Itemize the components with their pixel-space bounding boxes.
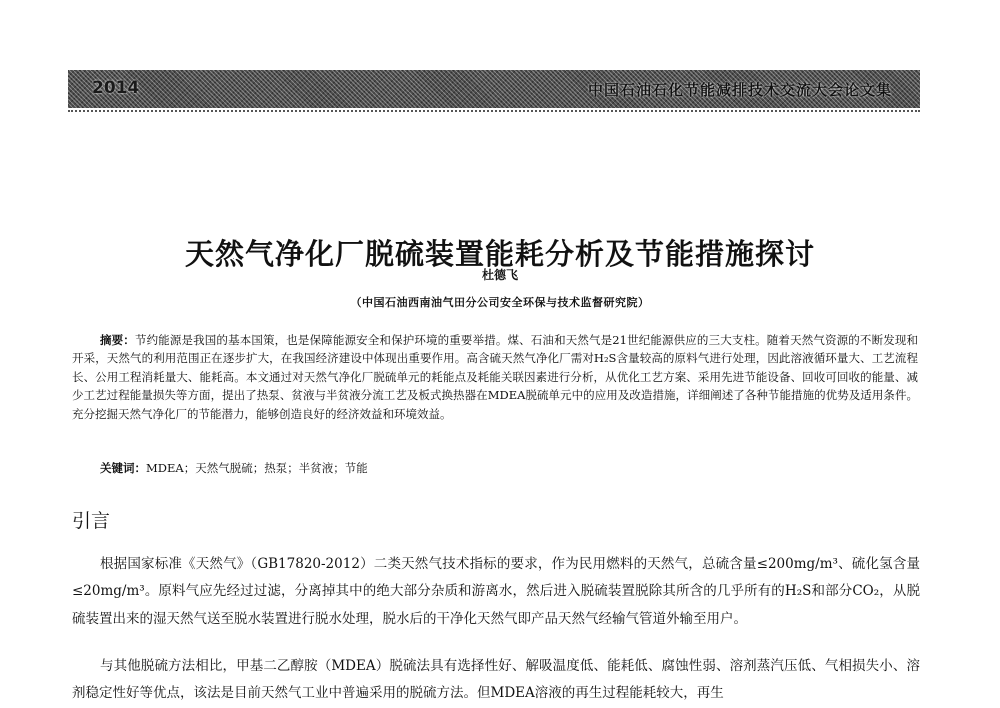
body-paragraph-1: 根据国家标准《天然气》（GB17820-2012）二类天然气技术指标的要求，作为民用燃料的天然气，总硫含量≤200mg/m³、硫化氢含量≤20mg/m³。原料气应先经过过滤，分离掉其中的绝大部分杂质和游离水，然后进入脱硫装置脱除其所含的几乎所有的H₂S和部分CO₂，从脱硫装置出来的湿天然气送至脱水装置进行脱水处理，脱水后的干净化天然气即产品天然气经输气管道外输至用户。 bbox=[72, 556, 920, 627]
keywords bbox=[100, 459, 900, 477]
header-banner bbox=[68, 70, 920, 108]
author-name: 杜德飞 bbox=[481, 268, 518, 282]
paper-title: 天然气净化厂脱硫装置能耗分析及节能措施探讨 bbox=[184, 237, 815, 272]
body-paragraph-2: 与其他脱硫方法相比，甲基二乙醇胺（MDEA）脱硫法具有选择性好、解吸温度低、能耗低、腐蚀性弱、溶剂蒸汽压低、气相损失小、溶剂稳定性好等优点，该法是目前天然气工业中普遍采用的脱硫方法。但MDEA溶液的再生过程能耗较大，再生 bbox=[72, 658, 920, 702]
header-divider bbox=[68, 110, 920, 112]
abstract bbox=[72, 331, 918, 423]
header-year: 2014 bbox=[92, 78, 140, 98]
header-proceedings-title: 中国石油石化节能减排技术交流大会论文集 bbox=[587, 81, 892, 99]
author-affiliation: （中国石油西南油气田分公司安全环保与技术监督研究院） bbox=[350, 296, 650, 309]
abstract-text: 节约能源是我国的基本国策，也是保障能源安全和保护环境的重要举措。煤、石油和天然气是21世纪能源供应的三大支柱。随着天然气资源的不断发现和开采，天然气的利用范围正在逐步扩大，在我国经济建设中体现出重要作用。高含硫天然气净化厂需对H₂S含量较高的原料气进行处理，因此溶液循环量大、工艺流程长、公用工程消耗量大、能耗高。本文通过对天然气净化厂脱硫单元的耗能点及耗能关联因素进行分析，从优化工艺方案、采用先进节能设备、回收可回收的能量、减少工艺过程能量损失等方面，提出了热泵、贫液与半贫液分流工艺及板式换热器在MDEA脱硫单元中的应用及改造措施，详细阐述了各种节能措施的优势及适用条件。充分挖掘天然气净化厂的节能潜力，能够创造良好的经济效益和环境效益。 bbox=[72, 333, 918, 421]
abstract-label: 摘要： bbox=[100, 333, 135, 347]
section-heading-introduction: 引言 bbox=[72, 510, 111, 532]
keywords-label: 关键词： bbox=[100, 461, 146, 475]
keywords-text: MDEA；天然气脱硫；热泵；半贫液；节能 bbox=[146, 461, 368, 475]
